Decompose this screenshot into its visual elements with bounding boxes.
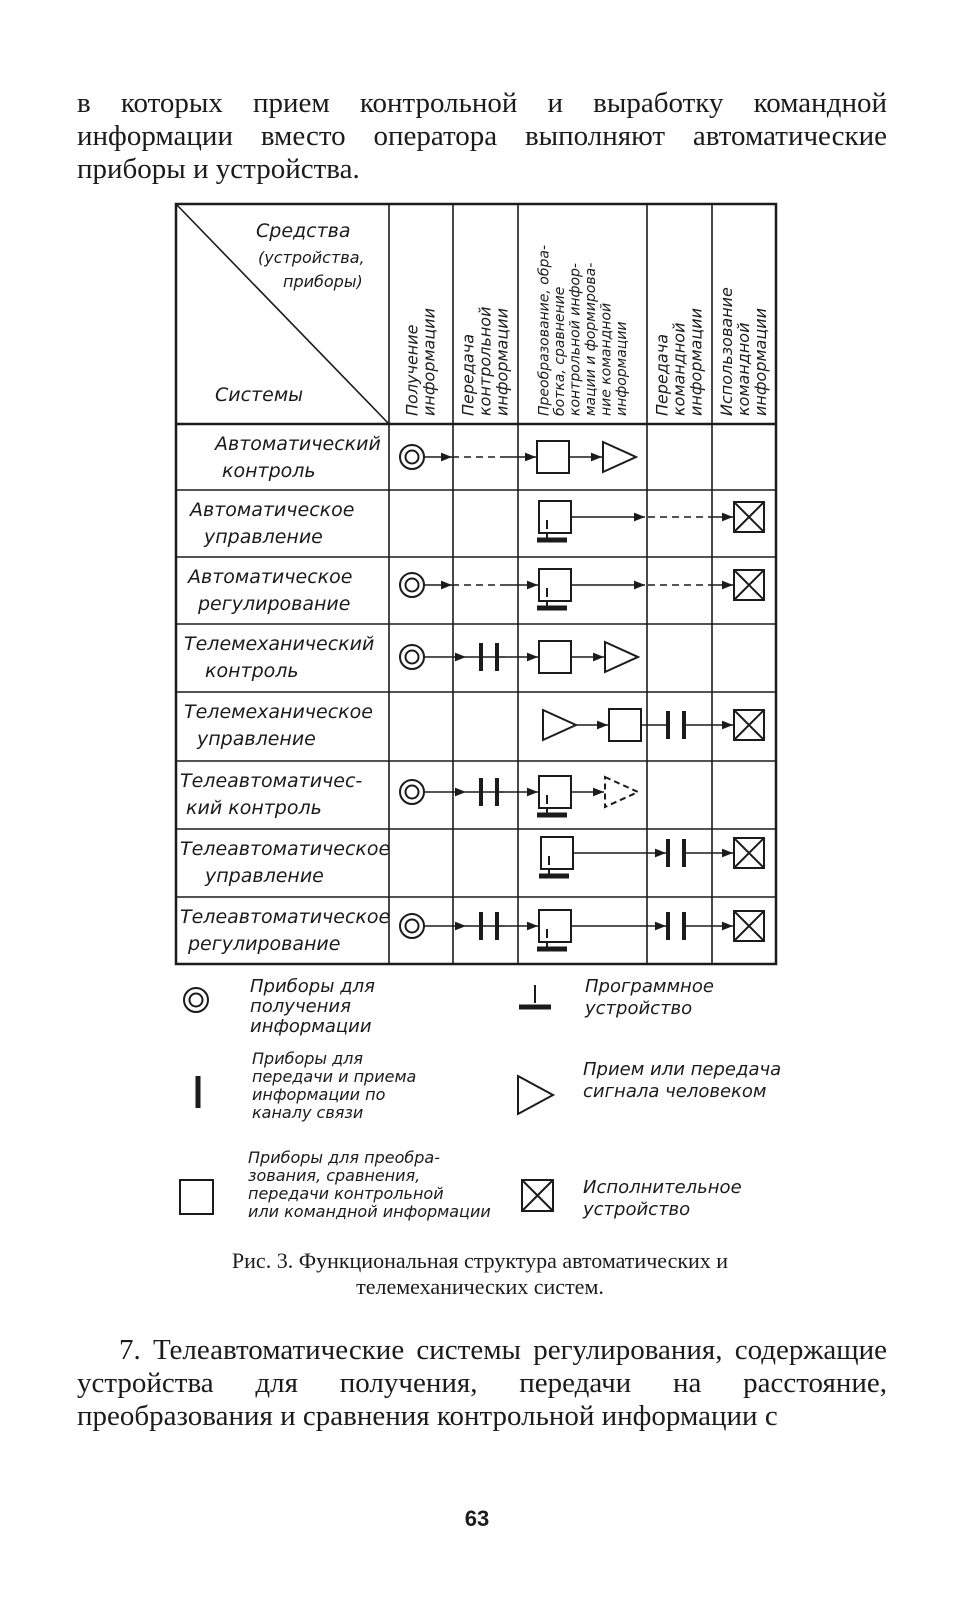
square-icon [539,776,571,808]
triangle-icon [603,442,636,472]
triangle-icon [543,710,576,740]
row-label: управление [197,728,316,750]
row-label: Автоматическое [190,499,355,521]
paragraph-top: в которых прием контрольной и выработку командной информации вместо оператора выполняют автоматические приборы и устройства. [77,87,887,185]
column-header-line: Передача [652,334,672,416]
square-icon [541,837,573,869]
double-circle-icon-inner [406,786,419,799]
row-label: регулирование [188,933,341,955]
legend-text: зования, сравнения, [248,1166,421,1185]
column-header-line: ботка, сравнение [551,286,568,416]
figure-caption: Рис. 3. Функциональная структура автоматических и телемеханических систем. [231,1248,729,1299]
double-circle-icon-inner [190,994,203,1007]
column-header-line: мации и формирова- [582,262,599,416]
row-label: Телеавтоматическое [180,906,391,928]
corner-label-instruments: приборы) [283,272,363,291]
double-circle-icon [400,645,424,669]
legend [180,976,781,1221]
square-icon [539,501,571,533]
column-header-line: командной [734,322,754,416]
legend-text: Приборы для [250,976,375,997]
double-circle-icon-inner [406,451,419,464]
legend-text: Прием или передача [583,1059,782,1080]
row-label: регулирование [198,593,351,615]
square-icon [609,709,641,741]
table-symbols [400,441,764,949]
page-number: 63 [464,1506,490,1531]
legend-text: Программное [585,976,714,997]
column-header-line: командной [669,322,689,416]
legend-text: устройство [583,1199,691,1220]
legend-text: информации [250,1016,372,1037]
square-icon [539,569,571,601]
corner-label-systems: Системы [215,384,304,406]
legend-text: получения [250,996,351,1017]
column-header-line: информации [751,307,771,416]
legend-text: Исполнительное [583,1177,742,1198]
double-circle-icon [400,780,424,804]
double-circle-icon-inner [406,920,419,933]
legend-text: Приборы для [252,1049,364,1068]
column-header-line: Получение [402,324,422,416]
column-header-line: Использование [717,287,737,416]
legend-text: информации по [252,1085,386,1104]
column-header-line: Преобразование, обра- [536,244,553,416]
triangle-icon [518,1076,553,1114]
column-header-line: контрольной инфор- [567,263,584,416]
double-circle-icon-inner [406,579,419,592]
square-icon [180,1180,213,1214]
double-circle-icon [400,445,424,469]
row-label: Телемеханическое [184,701,373,723]
square-icon [539,910,571,942]
row-labels [180,433,390,955]
legend-text: сигнала человеком [583,1081,767,1102]
column-header-line: информации [419,307,439,416]
legend-text: или командной информации [248,1202,491,1221]
row-label: Телеавтоматическое [180,838,391,860]
column-header-line: ние командной [598,302,615,416]
column-header-line: информации [613,321,630,416]
triangle-icon [605,777,638,807]
double-circle-icon-inner [406,651,419,664]
corner-label-devices: (устройства, [258,248,365,267]
double-circle-icon [400,573,424,597]
row-label: контроль [222,460,316,482]
row-label: Телеавтоматичес- [180,770,363,792]
row-label: контроль [205,660,299,682]
legend-text: передачи контрольной [248,1184,444,1203]
square-icon [537,441,569,473]
square-icon [539,641,571,673]
column-header-line: информации [492,307,512,416]
column-header-line: контрольной [475,306,495,416]
row-label: Телемеханический [184,633,375,655]
row-label: Автоматическое [188,566,353,588]
double-circle-icon [400,914,424,938]
legend-text: устройство [585,998,693,1019]
double-circle-icon [184,988,208,1012]
row-label: Автоматический [215,433,381,455]
corner-label-means: Средства [256,220,351,242]
column-header-line: информации [686,307,706,416]
paragraph-bottom: 7. Телеавтоматические системы регулирования, содержащие устройства для получения, передачи на расстояние, преобразования и сравнения контрольной информации с [77,1334,887,1432]
row-label: кий контроль [186,797,322,819]
legend-text: передачи и приема [252,1067,417,1086]
column-header-line: Передача [458,334,478,416]
legend-text: Приборы для преобра- [248,1148,440,1167]
triangle-icon [605,642,638,672]
row-label: управление [205,865,324,887]
table-header [215,220,770,416]
row-label: управление [204,526,323,548]
legend-text: каналу связи [252,1103,364,1122]
